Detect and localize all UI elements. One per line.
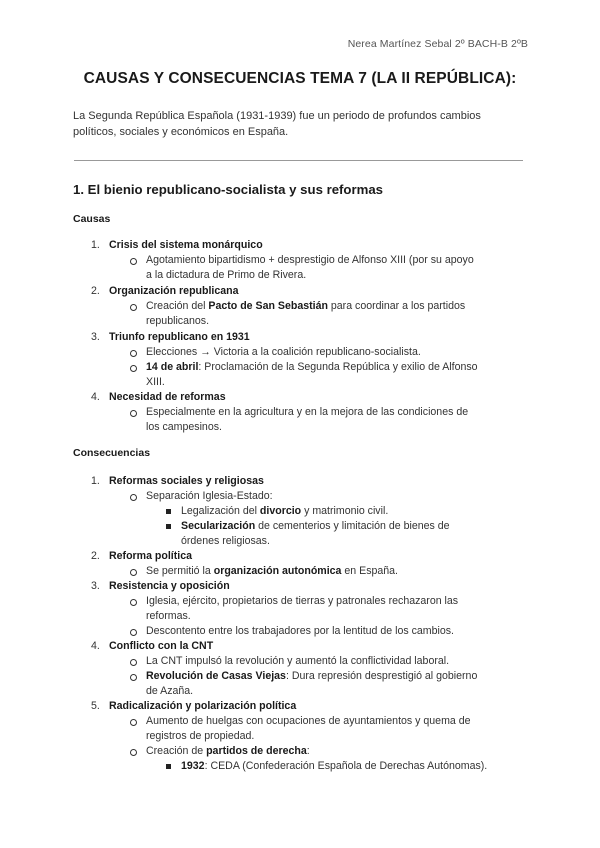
- consecuencia-5-bullet-1-line-1: Aumento de huelgas con ocupaciones de ayuntamientos y quema de: [146, 715, 471, 727]
- consecuencia-3-bullet-2: Descontento entre los trabajadores por la lentitud de los cambios.: [146, 625, 454, 637]
- causa-3-bullet-2-line-1: 14 de abril: Proclamación de la Segunda República y exilio de Alfonso: [146, 361, 478, 373]
- causa-3-title: Triunfo republicano en 1931: [109, 331, 250, 343]
- consecuencia-3-title: Resistencia y oposición: [109, 580, 230, 592]
- consecuencia-1-title: Reformas sociales y religiosas: [109, 475, 264, 487]
- consecuencia-3-bullet-1-line-1: Iglesia, ejército, propietarios de tierras y patronales rechazaron las: [146, 595, 459, 607]
- consecuencia-1-sub-1: Legalización del divorcio y matrimonio civil.: [181, 505, 389, 517]
- causa-2-bullet-line-2: republicanos.: [146, 315, 210, 327]
- bullet-circle-icon: [130, 494, 137, 501]
- consecuencia-1-sub-2-line-1: Secularización de cementerios y limitación de bienes de: [181, 520, 450, 532]
- document-title: CAUSAS Y CONSECUENCIAS TEMA 7 (LA II REPÚBLICA):: [83, 70, 517, 87]
- consecuencias-heading: Consecuencias: [73, 447, 151, 459]
- consecuencia-2-bullet: Se permitió la organización autonómica en España.: [146, 565, 398, 577]
- consecuencia-1-number: 1.: [91, 475, 100, 487]
- bullet-circle-icon: [130, 629, 137, 636]
- causa-1-bullet-line-2: a la dictadura de Primo de Rivera.: [146, 269, 307, 281]
- bullet-circle-icon: [130, 365, 137, 372]
- consecuencia-4-bullet-2-line-1: Revolución de Casas Viejas: Dura represión desprestigió al gobierno: [146, 670, 478, 682]
- causa-4-bullet-line-2: los campesinos.: [146, 421, 222, 433]
- causa-4-number: 4.: [91, 391, 100, 403]
- bullet-square-icon: [166, 524, 171, 529]
- consecuencia-4-title: Conflicto con la CNT: [109, 640, 214, 652]
- causa-3-bullet-1: Elecciones → Victoria a la coalición republicano-socialista.: [146, 346, 421, 358]
- consecuencia-5-title: Radicalización y polarización política: [109, 700, 297, 712]
- consecuencia-2-title: Reforma política: [109, 550, 193, 562]
- intro-line-1: La Segunda República Española (1931-1939) fue un periodo de profundos cambios: [73, 110, 481, 122]
- causas-heading: Causas: [73, 213, 111, 225]
- consecuencia-5-bullet-2: Creación de partidos de derecha:: [146, 745, 310, 757]
- consecuencia-5-sub-1: 1932: CEDA (Confederación Española de Derechas Autónomas).: [181, 760, 488, 772]
- bullet-circle-icon: [130, 569, 137, 576]
- bullet-square-icon: [166, 509, 171, 514]
- causa-1-number: 1.: [91, 239, 100, 251]
- consecuencia-2-number: 2.: [91, 550, 100, 562]
- consecuencia-3-bullet-1-line-2: reformas.: [146, 610, 191, 622]
- consecuencia-1-bullet: Separación Iglesia-Estado:: [146, 490, 273, 502]
- intro-paragraph: [73, 108, 533, 140]
- bullet-circle-icon: [130, 674, 137, 681]
- causa-2-bullet-line-1: Creación del Pacto de San Sebastián para coordinar a los partidos: [146, 300, 466, 312]
- causa-1-bullet-line-1: Agotamiento bipartidismo + desprestigio de Alfonso XIII (por su apoyo: [146, 254, 474, 266]
- consecuencia-5-number: 5.: [91, 700, 100, 712]
- causa-2-number: 2.: [91, 285, 100, 297]
- causa-3-bullet-2-line-2: XIII.: [146, 376, 165, 388]
- bullet-circle-icon: [130, 304, 137, 311]
- consecuencia-4-number: 4.: [91, 640, 100, 652]
- causa-4-title: Necesidad de reformas: [109, 391, 226, 403]
- consecuencia-4-bullet-2-line-2: de Azaña.: [146, 685, 194, 697]
- consecuencia-4-bullet-1: La CNT impulsó la revolución y aumentó la conflictividad laboral.: [146, 655, 450, 667]
- bullet-circle-icon: [130, 659, 137, 666]
- bullet-circle-icon: [130, 410, 137, 417]
- bullet-circle-icon: [130, 749, 137, 756]
- causa-1-title: Crisis del sistema monárquico: [109, 239, 263, 251]
- consecuencia-3-number: 3.: [91, 580, 100, 592]
- author-header: Nerea Martínez Sebal 2º BACH-B 2ºB: [347, 38, 528, 50]
- bullet-circle-icon: [130, 350, 137, 357]
- bullet-square-icon: [166, 764, 171, 769]
- consecuencia-5-bullet-1-line-2: registros de propiedad.: [146, 730, 255, 742]
- bullet-circle-icon: [130, 258, 137, 265]
- consecuencia-1-sub-2-line-2: órdenes religiosas.: [181, 535, 270, 547]
- horizontal-divider: [74, 160, 523, 161]
- causa-4-bullet-line-1: Especialmente en la agricultura y en la mejora de las condiciones de: [146, 406, 469, 418]
- bullet-circle-icon: [130, 719, 137, 726]
- intro-line-2: políticos, sociales y económicos en España.: [73, 126, 289, 138]
- bullet-circle-icon: [130, 599, 137, 606]
- causa-3-number: 3.: [91, 331, 100, 343]
- section-title: 1. El bienio republicano-socialista y sus reformas: [73, 182, 384, 197]
- causa-2-title: Organización republicana: [109, 285, 239, 297]
